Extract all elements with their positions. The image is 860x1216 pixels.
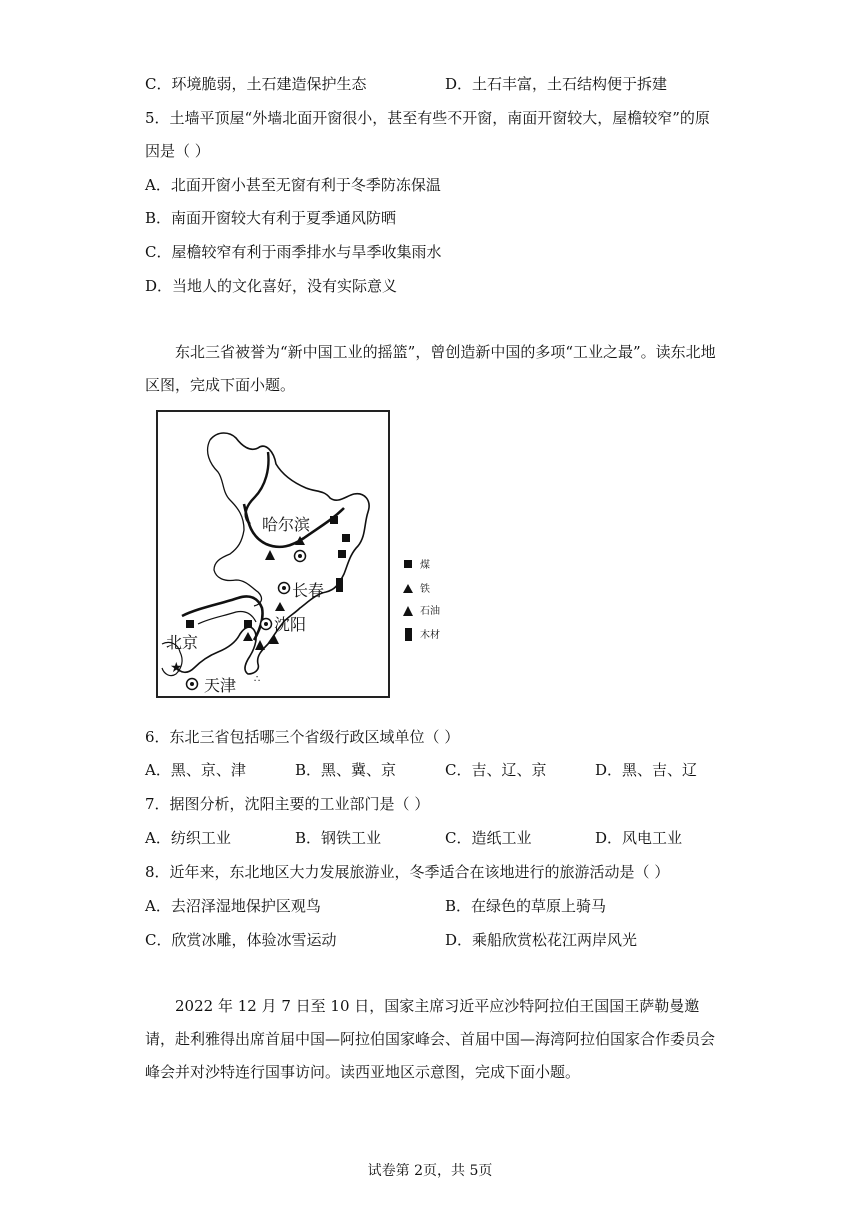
q6-option-c: C．吉、辽、京 (445, 761, 547, 779)
svg-text:∴: ∴ (254, 674, 261, 685)
q5-option-d: D．当地人的文化喜好，没有实际意义 (145, 277, 398, 295)
q4-option-c: C．环境脆弱，土石建造保护生态 (145, 75, 367, 93)
q5-option-b: B．南面开窗较大有利于夏季通风防晒 (145, 209, 397, 227)
northeast-map (156, 410, 390, 698)
coal-icon (330, 516, 338, 524)
q4-option-d: D．土石丰富，土石结构便于拆建 (445, 75, 668, 93)
oil-icon (265, 550, 275, 560)
city-tianjin (187, 676, 237, 695)
q5-stem-line1: 5．土墙平顶屋“外墙北面开窗很小，甚至有些不开窗，南面开窗较大，屋檐较窄”的原 (145, 109, 710, 127)
legend-oil: 石油 (420, 606, 440, 617)
label-tianjin: 天津 (204, 676, 237, 695)
label-changchun: 长春 (292, 581, 325, 600)
legend-timber-icon (405, 628, 412, 641)
label-beijing: 北京 (166, 633, 199, 652)
q7-option-d: D．风电工业 (595, 829, 683, 847)
q8-option-b: B．在绿色的草原上骑马 (445, 897, 607, 915)
q8-stem: 8．近年来，东北地区大力发展旅游业，冬季适合在该地进行的旅游活动是（ ） (145, 863, 670, 881)
city-changchun (279, 581, 325, 600)
legend-timber: 木材 (420, 630, 440, 641)
q5-stem-line2: 因是（ ） (145, 142, 210, 160)
westasia-intro: 2022 年 12 月 7 日至 10 日，国家主席习近平应沙特阿拉伯王国国王萨勒曼邀请，赴利雅得出席首届中国—阿拉伯国家峰会、首届中国—海湾阿拉伯国家合作委员会峰会并对沙特连行国事访问。读西亚地区示意图，完成下面小题。 (145, 997, 716, 1081)
q7-option-c: C．造纸工业 (445, 829, 532, 847)
coal-icon (186, 620, 194, 628)
iron-icon (275, 602, 285, 611)
iron-icon (243, 632, 253, 641)
inner-boundary (208, 440, 262, 606)
q6-option-d: D．黑、吉、辽 (595, 761, 698, 779)
q5-option-a: A．北面开窗小甚至无窗有利于冬季防冻保温 (145, 176, 441, 194)
map-legend (400, 552, 480, 648)
legend-coal: 煤 (420, 560, 430, 571)
northeast-intro: 东北三省被誉为“新中国工业的摇篮”，曾创造新中国的多项“工业之最”。读东北地区图，完成下面小题。 (145, 343, 716, 394)
label-shenyang: 沈阳 (274, 615, 307, 634)
q8-option-c: C．欣赏冰雕，体验冰雪运动 (145, 931, 337, 949)
timber-icon (336, 578, 343, 592)
q6-stem: 6．东北三省包括哪三个省级行政区域单位（ ） (145, 728, 460, 746)
q6-option-a: A．黑、京、津 (145, 761, 246, 779)
legend-coal-icon (404, 560, 412, 568)
city-shenyang (261, 615, 307, 634)
coal-icon (338, 550, 346, 558)
legend-iron: 铁 (420, 584, 430, 595)
q7-option-a: A．纺织工业 (145, 829, 231, 847)
coal-icon (342, 534, 350, 542)
page-footer: 试卷第 2页，共 5页 (367, 1163, 493, 1179)
capital-star-icon: ★ (170, 660, 183, 676)
coal-icon (244, 620, 252, 628)
label-harbin: 哈尔滨 (262, 515, 311, 534)
q7-stem: 7．据图分析，沈阳主要的工业部门是（ ） (145, 795, 430, 813)
legend-oil-icon (403, 606, 413, 616)
q7-option-b: B．钢铁工业 (295, 829, 382, 847)
nen-river (246, 452, 269, 524)
q6-option-b: B．黑、冀、京 (295, 761, 397, 779)
q8-option-d: D．乘船欣赏松花江两岸风光 (445, 931, 638, 949)
legend-iron-icon (403, 584, 413, 593)
northeast-map-drawing (158, 412, 388, 696)
q8-option-a: A．去沼泽湿地保护区观鸟 (145, 897, 321, 915)
q5-option-c: C．屋檐较窄有利于雨季排水与旱季收集雨水 (145, 243, 442, 261)
